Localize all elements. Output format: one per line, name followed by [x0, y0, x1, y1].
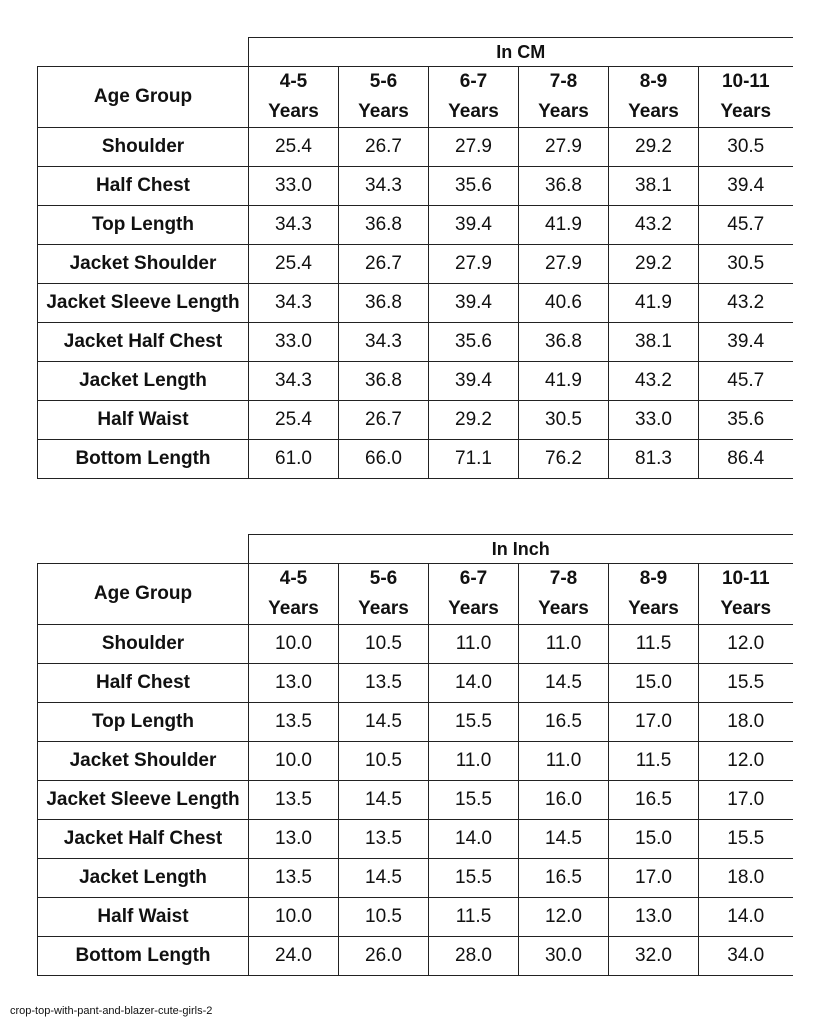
measurement-value: 15.5: [699, 664, 793, 703]
measurement-value: 15.5: [699, 820, 793, 859]
measurement-value: 11.0: [519, 742, 609, 781]
measurement-value: 39.4: [699, 167, 793, 206]
age-range: 4-5: [279, 568, 308, 589]
measurement-value: 41.9: [609, 284, 699, 323]
measurement-value: 10.0: [249, 742, 339, 781]
unit-title-row: [38, 535, 793, 564]
measurement-value: 26.7: [339, 401, 429, 440]
measurement-value: 45.7: [699, 206, 793, 245]
measurement-value: 36.8: [339, 284, 429, 323]
measurement-value: 38.1: [609, 323, 699, 362]
measurement-value: 45.7: [699, 362, 793, 401]
age-column-header: [249, 67, 339, 128]
measurement-value: 25.4: [249, 128, 339, 167]
measurement-value: 35.6: [429, 167, 519, 206]
age-group-header: Age Group: [38, 564, 249, 625]
measurement-value: 11.0: [429, 625, 519, 664]
age-unit: Years: [720, 101, 772, 122]
measurement-value: 14.5: [339, 859, 429, 898]
measurement-value: 14.0: [429, 820, 519, 859]
age-unit: Years: [628, 598, 679, 619]
measurement-label: Jacket Sleeve Length: [38, 284, 249, 323]
measurement-value: 16.5: [519, 703, 609, 742]
age-range: 5-6: [369, 71, 398, 92]
blank-corner-cell: [38, 535, 249, 564]
measurement-value: 30.0: [519, 937, 609, 976]
measurement-value: 25.4: [249, 401, 339, 440]
measurement-value: 41.9: [519, 362, 609, 401]
measurement-value: 26.0: [339, 937, 429, 976]
measurement-value: 35.6: [429, 323, 519, 362]
measurement-value: 41.9: [519, 206, 609, 245]
measurement-value: 39.4: [429, 284, 519, 323]
measurement-value: 13.5: [339, 820, 429, 859]
measurement-value: 12.0: [699, 625, 793, 664]
measurement-label: Shoulder: [38, 625, 249, 664]
measurement-value: 27.9: [429, 245, 519, 284]
measurement-value: 15.0: [609, 820, 699, 859]
measurement-value: 39.4: [429, 206, 519, 245]
inch-size-table: [37, 534, 793, 976]
measurement-value: 43.2: [699, 284, 793, 323]
measurement-value: 12.0: [519, 898, 609, 937]
measurement-value: 29.2: [609, 245, 699, 284]
table-row: [38, 167, 793, 206]
age-column-header: [519, 67, 609, 128]
measurement-value: 16.5: [609, 781, 699, 820]
measurement-value: 15.5: [429, 859, 519, 898]
measurement-value: 30.5: [519, 401, 609, 440]
measurement-value: 14.5: [339, 703, 429, 742]
age-header-row: [38, 564, 793, 625]
measurement-value: 10.5: [339, 898, 429, 937]
measurement-label: Jacket Half Chest: [38, 323, 249, 362]
age-unit: Years: [268, 598, 319, 619]
measurement-value: 38.1: [609, 167, 699, 206]
age-column-header: [519, 564, 609, 625]
image-caption: crop-top-with-pant-and-blazer-cute-girls-2: [10, 1005, 213, 1017]
age-column-header: [609, 67, 699, 128]
measurement-value: 34.3: [249, 284, 339, 323]
inch-table-body: [38, 535, 793, 976]
measurement-value: 14.5: [519, 664, 609, 703]
measurement-value: 13.5: [249, 859, 339, 898]
measurement-value: 27.9: [429, 128, 519, 167]
age-unit: Years: [358, 598, 409, 619]
measurement-value: 30.5: [699, 245, 793, 284]
table-row: [38, 664, 793, 703]
table-row: [38, 937, 793, 976]
measurement-value: 27.9: [519, 245, 609, 284]
measurement-value: 36.8: [339, 362, 429, 401]
table-row: [38, 128, 793, 167]
measurement-value: 18.0: [699, 859, 793, 898]
measurement-value: 16.0: [519, 781, 609, 820]
age-unit: Years: [628, 101, 679, 122]
age-column-header: [609, 564, 699, 625]
measurement-value: 11.5: [429, 898, 519, 937]
measurement-value: 32.0: [609, 937, 699, 976]
table-row: [38, 284, 793, 323]
age-range: 4-5: [279, 71, 308, 92]
measurement-value: 35.6: [699, 401, 793, 440]
measurement-value: 29.2: [429, 401, 519, 440]
measurement-value: 33.0: [249, 323, 339, 362]
measurement-value: 10.5: [339, 742, 429, 781]
age-column-header: [699, 67, 793, 128]
age-column-header: [339, 67, 429, 128]
measurement-value: 13.5: [249, 781, 339, 820]
age-column-header: [249, 564, 339, 625]
age-unit: Years: [538, 598, 589, 619]
table-row: [38, 625, 793, 664]
measurement-value: 28.0: [429, 937, 519, 976]
measurement-value: 86.4: [699, 440, 793, 479]
measurement-value: 34.0: [699, 937, 793, 976]
measurement-value: 34.3: [339, 167, 429, 206]
age-range: 6-7: [459, 71, 488, 92]
measurement-value: 15.5: [429, 781, 519, 820]
measurement-label: Shoulder: [38, 128, 249, 167]
measurement-label: Jacket Shoulder: [38, 742, 249, 781]
measurement-value: 14.5: [519, 820, 609, 859]
age-unit: Years: [538, 101, 589, 122]
blank-corner-cell: [38, 38, 249, 67]
measurement-value: 26.7: [339, 245, 429, 284]
table-row: [38, 703, 793, 742]
measurement-value: 15.0: [609, 664, 699, 703]
table-row: [38, 898, 793, 937]
measurement-value: 14.0: [429, 664, 519, 703]
measurement-value: 15.5: [429, 703, 519, 742]
measurement-value: 11.0: [429, 742, 519, 781]
measurement-value: 66.0: [339, 440, 429, 479]
measurement-value: 43.2: [609, 206, 699, 245]
measurement-label: Jacket Length: [38, 362, 249, 401]
measurement-value: 10.5: [339, 625, 429, 664]
measurement-value: 11.0: [519, 625, 609, 664]
cm-size-table: [37, 37, 793, 479]
measurement-label: Jacket Length: [38, 859, 249, 898]
age-range: 8-9: [639, 568, 668, 589]
measurement-value: 16.5: [519, 859, 609, 898]
measurement-value: 39.4: [699, 323, 793, 362]
measurement-label: Half Waist: [38, 401, 249, 440]
measurement-value: 14.5: [339, 781, 429, 820]
measurement-value: 76.2: [519, 440, 609, 479]
unit-title: In Inch: [249, 535, 793, 564]
cm-table-body: [38, 38, 793, 479]
measurement-value: 12.0: [699, 742, 793, 781]
measurement-value: 24.0: [249, 937, 339, 976]
age-unit: Years: [720, 598, 772, 619]
measurement-value: 36.8: [519, 323, 609, 362]
age-unit: Years: [448, 101, 499, 122]
measurement-value: 34.3: [249, 362, 339, 401]
measurement-value: 71.1: [429, 440, 519, 479]
measurement-value: 18.0: [699, 703, 793, 742]
age-unit: Years: [268, 101, 319, 122]
measurement-value: 33.0: [609, 401, 699, 440]
measurement-value: 36.8: [519, 167, 609, 206]
measurement-value: 17.0: [609, 859, 699, 898]
measurement-value: 39.4: [429, 362, 519, 401]
measurement-value: 10.0: [249, 898, 339, 937]
table-row: [38, 781, 793, 820]
age-column-header: [429, 564, 519, 625]
measurement-value: 61.0: [249, 440, 339, 479]
table-row: [38, 859, 793, 898]
measurement-value: 81.3: [609, 440, 699, 479]
measurement-label: Jacket Shoulder: [38, 245, 249, 284]
age-column-header: [339, 564, 429, 625]
measurement-value: 13.5: [249, 703, 339, 742]
table-row: [38, 323, 793, 362]
table-row: [38, 742, 793, 781]
age-range: 7-8: [549, 568, 578, 589]
table-row: [38, 401, 793, 440]
age-range: 10-11: [721, 568, 770, 589]
measurement-value: 25.4: [249, 245, 339, 284]
measurement-value: 13.0: [609, 898, 699, 937]
age-range: 10-11: [721, 71, 770, 92]
age-unit: Years: [448, 598, 499, 619]
age-header-row: [38, 67, 793, 128]
age-range: 8-9: [639, 71, 668, 92]
measurement-value: 33.0: [249, 167, 339, 206]
age-unit: Years: [358, 101, 409, 122]
measurement-value: 36.8: [339, 206, 429, 245]
measurement-label: Jacket Sleeve Length: [38, 781, 249, 820]
measurement-value: 40.6: [519, 284, 609, 323]
table-row: [38, 820, 793, 859]
age-column-header: [429, 67, 519, 128]
unit-title: In CM: [249, 38, 793, 67]
measurement-label: Jacket Half Chest: [38, 820, 249, 859]
measurement-label: Half Chest: [38, 167, 249, 206]
measurement-label: Top Length: [38, 206, 249, 245]
table-row: [38, 440, 793, 479]
measurement-value: 29.2: [609, 128, 699, 167]
measurement-value: 13.0: [249, 820, 339, 859]
measurement-label: Bottom Length: [38, 937, 249, 976]
measurement-value: 17.0: [699, 781, 793, 820]
age-range: 5-6: [369, 568, 398, 589]
measurement-value: 13.5: [339, 664, 429, 703]
age-range: 6-7: [459, 568, 488, 589]
table-row: [38, 362, 793, 401]
age-column-header: [699, 564, 793, 625]
measurement-value: 14.0: [699, 898, 793, 937]
measurement-label: Half Waist: [38, 898, 249, 937]
measurement-label: Top Length: [38, 703, 249, 742]
measurement-value: 11.5: [609, 625, 699, 664]
measurement-value: 11.5: [609, 742, 699, 781]
measurement-value: 17.0: [609, 703, 699, 742]
unit-title-row: [38, 38, 793, 67]
measurement-value: 10.0: [249, 625, 339, 664]
age-group-header: Age Group: [38, 67, 249, 128]
measurement-value: 34.3: [339, 323, 429, 362]
measurement-label: Half Chest: [38, 664, 249, 703]
measurement-value: 34.3: [249, 206, 339, 245]
measurement-value: 43.2: [609, 362, 699, 401]
measurement-value: 13.0: [249, 664, 339, 703]
age-range: 7-8: [549, 71, 578, 92]
measurement-value: 30.5: [699, 128, 793, 167]
measurement-label: Bottom Length: [38, 440, 249, 479]
table-row: [38, 245, 793, 284]
measurement-value: 27.9: [519, 128, 609, 167]
measurement-value: 26.7: [339, 128, 429, 167]
table-row: [38, 206, 793, 245]
